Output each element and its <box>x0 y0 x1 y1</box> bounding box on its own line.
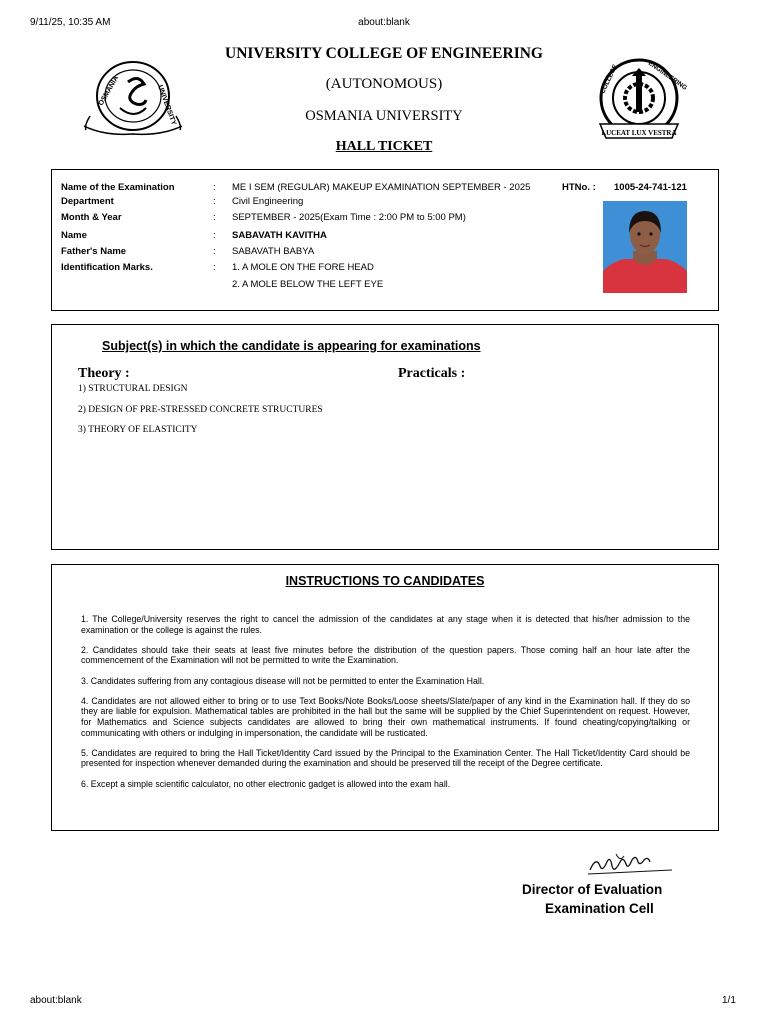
htno-label: HTNo. : <box>562 182 596 193</box>
print-page-title: about:blank <box>358 17 410 28</box>
autonomous-label: (AUTONOMOUS) <box>325 76 443 92</box>
colon: : <box>213 230 216 241</box>
instructions-heading: INSTRUCTIONS TO CANDIDATES <box>285 574 485 588</box>
director-signature <box>586 850 676 878</box>
instruction-item: 5. Candidates are required to bring the Hall Ticket/Identity Card issued by the Principal to the Examination Center. The Hall Ticket/Identity Card should be presented for inspection whenever demanded during the examination and should be preserved till the receipt of the Degree certificate. <box>81 747 690 769</box>
print-page-count: 1/1 <box>722 995 736 1006</box>
instructions-list <box>81 614 690 799</box>
father-name-value: SABAVATH BABYA <box>232 246 315 257</box>
instruction-item: 1. The College/University reserves the right to cancel the admission of the candidates at any stage when it is detected that his/her admission to the examination or the college is against the rules. <box>81 614 690 635</box>
identification-mark-1: 1. A MOLE ON THE FORE HEAD <box>232 262 374 273</box>
subjects-heading: Subject(s) in which the candidate is appearing for examinations <box>102 339 481 353</box>
name-label: Name <box>61 230 87 241</box>
university-name: OSMANIA UNIVERSITY <box>305 108 463 124</box>
right-logo-motto: LUCEAT LUX VESTRA <box>601 129 677 137</box>
department-label: Department <box>61 196 114 207</box>
month-year-value: SEPTEMBER - 2025(Exam Time : 2:00 PM to 5:00 PM) <box>232 212 466 223</box>
osmania-university-logo <box>80 56 186 140</box>
instruction-item: 6. Except a simple scientific calculator, no other electronic gadget is allowed into the exam hall. <box>81 778 451 789</box>
print-datetime: 9/11/25, 10:35 AM <box>30 17 111 28</box>
director-title: Director of Evaluation <box>522 882 663 897</box>
colon: : <box>213 196 216 207</box>
candidate-details-box <box>51 169 719 311</box>
college-of-engineering-logo <box>590 54 688 146</box>
practicals-label: Practicals : <box>398 366 466 381</box>
print-footer-url: about:blank <box>30 995 82 1006</box>
theory-subject-2: 2) DESIGN OF PRE-STRESSED CONCRETE STRUCTURES <box>78 405 323 415</box>
theory-subject-3: 3) THEORY OF ELASTICITY <box>78 425 198 435</box>
identification-marks-label: Identification Marks. <box>61 262 153 273</box>
instructions-box <box>51 564 719 831</box>
department-value: Civil Engineering <box>232 196 304 207</box>
htno-value: 1005-24-741-121 <box>614 182 687 193</box>
colon: : <box>213 262 216 273</box>
identification-mark-2: 2. A MOLE BELOW THE LEFT EYE <box>232 279 384 290</box>
colon: : <box>213 182 216 193</box>
colon: : <box>213 212 216 223</box>
subjects-box <box>51 324 719 550</box>
left-logo-text: OSMANIA <box>97 74 121 107</box>
father-name-label: Father's Name <box>61 246 127 257</box>
examination-cell-title: Examination Cell <box>545 901 654 916</box>
theory-subject-1: 1) STRUCTURAL DESIGN <box>78 384 188 394</box>
svg-text:COLLEGE: COLLEGE <box>599 63 620 95</box>
exam-label: Name of the Examination <box>61 182 175 193</box>
candidate-photo <box>603 201 687 293</box>
svg-text:UNIVERSITY: UNIVERSITY <box>156 84 178 127</box>
instruction-item: 2. Candidates should take their seats at least five minutes before the distribution of the question papers. Those coming half an hour late after the commencement of the Examination will not be permitted to write the Examination. <box>81 644 690 666</box>
instruction-item: 4. Candidates are not allowed either to bring or to use Text Books/Note Books/Loose sheets/Slate/paper of any kind in the Examination hall. If they do so they are liable for expulsion. Mathematical tables are prohibited in the hall but the same will be supplied by the Chief Superintendent on request. However, for Mathematics and Science subjects candidates are allowed to bring their own mathematical instruments. If found cheating/copying/talking or communicating with others or indulging in impersonation, the candidate will be rusticated. <box>81 695 690 738</box>
college-name: UNIVERSITY COLLEGE OF ENGINEERING <box>225 45 543 62</box>
svg-text:ENGINEERING: ENGINEERING <box>646 59 688 92</box>
exam-value: ME I SEM (REGULAR) MAKEUP EXAMINATION SEPTEMBER - 2025 <box>232 182 531 193</box>
instruction-item: 3. Candidates suffering from any contagious disease will not be permitted to enter the Examination Hall. <box>81 675 485 686</box>
hall-ticket-title: HALL TICKET <box>335 139 433 154</box>
month-year-label: Month & Year <box>61 212 122 223</box>
theory-label: Theory : <box>78 366 130 381</box>
colon: : <box>213 246 216 257</box>
name-value: SABAVATH KAVITHA <box>232 230 327 241</box>
